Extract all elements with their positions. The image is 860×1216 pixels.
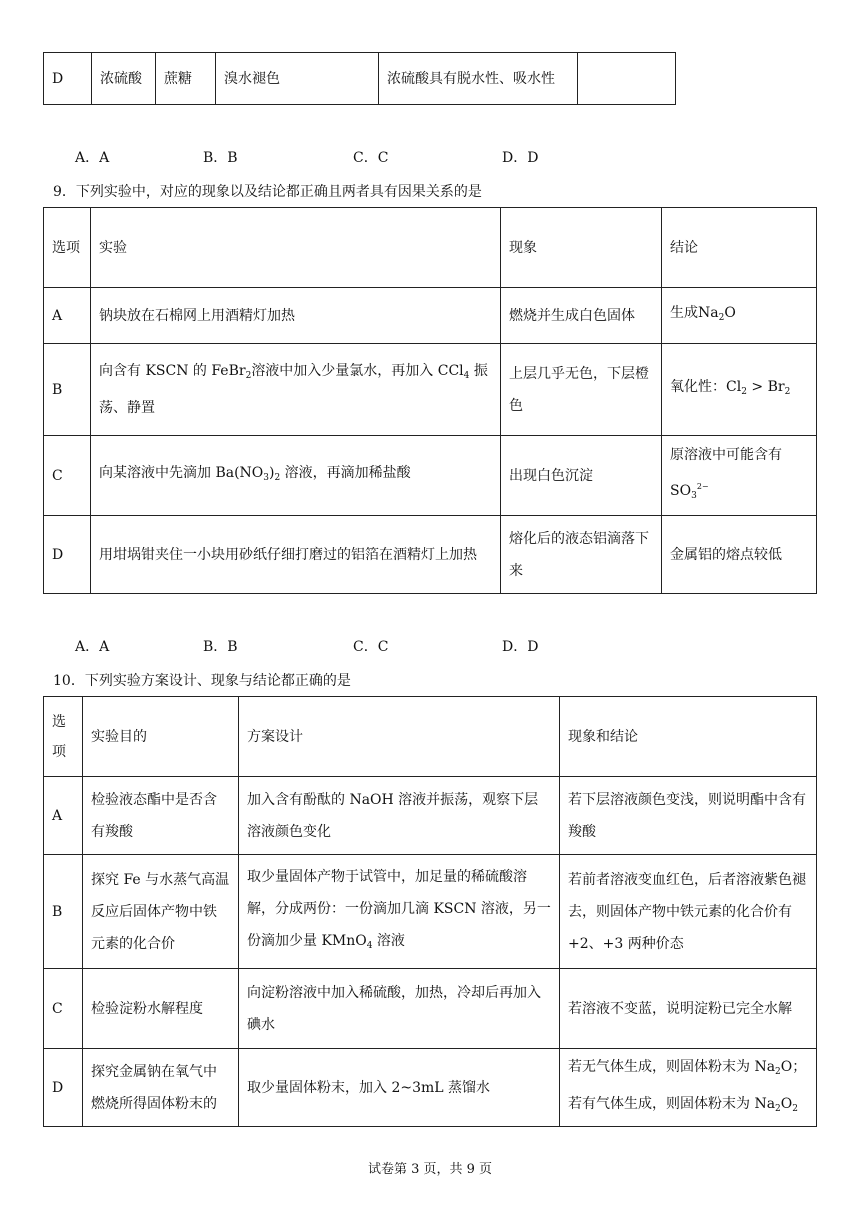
- option-cell: B: [44, 344, 91, 436]
- reagent1-cell: 浓硫酸: [92, 53, 156, 105]
- q8-option-d[interactable]: D．D: [502, 150, 539, 166]
- q10-table: [43, 696, 817, 1127]
- table-row: [44, 344, 817, 436]
- table-row: [44, 516, 817, 594]
- q8-option-b[interactable]: B．B: [203, 150, 238, 166]
- header-purpose: 实验目的: [83, 697, 239, 777]
- table-row: [44, 855, 817, 969]
- q8-table-fragment: [43, 52, 676, 105]
- option-cell: C: [44, 436, 91, 516]
- phenomenon-cell: 出现白色沉淀: [501, 436, 662, 516]
- header-option: 选项: [44, 208, 91, 288]
- result-cell: 若下层溶液颜色变浅，则说明酯中含有羧酸: [560, 777, 817, 855]
- option-cell: B: [44, 855, 83, 969]
- phenomenon-cell: 燃烧并生成白色固体: [501, 288, 662, 344]
- table-row: [44, 777, 817, 855]
- table-row: [44, 288, 817, 344]
- conclusion-cell: 氧化性：$Cl_2 > Br_2$: [662, 344, 817, 436]
- header-result: 现象和结论: [560, 697, 817, 777]
- option-cell: A: [44, 288, 91, 344]
- purpose-cell: 检验液态酯中是否含有羧酸: [83, 777, 239, 855]
- phenomenon-cell: 溴水褪色: [216, 53, 379, 105]
- experiment-cell: 向某溶液中先滴加 $Ba(NO_3)_2$ 溶液，再滴加稀盐酸: [91, 436, 501, 516]
- q8-option-a[interactable]: A．A: [75, 150, 110, 166]
- table-row: [44, 208, 817, 288]
- header-conclusion: 结论: [662, 208, 817, 288]
- q9-option-d[interactable]: D．D: [502, 639, 539, 655]
- result-cell: 若溶液不变蓝，说明淀粉已完全水解: [560, 969, 817, 1049]
- design-cell: 取少量固体粉末，加入 2~3mL 蒸馏水: [239, 1049, 560, 1127]
- q9-stem: 9．下列实验中，对应的现象以及结论都正确且两者具有因果关系的是: [53, 184, 482, 200]
- q9-option-c[interactable]: C．C: [353, 639, 389, 655]
- q9-table: [43, 207, 817, 594]
- page-footer: 试卷第 3 页，共 9 页: [367, 1162, 493, 1177]
- q8-option-c[interactable]: C．C: [353, 150, 389, 166]
- conclusion-cell: 原溶液中可能含有 $SO_3^{2-}$: [662, 436, 817, 516]
- design-cell: 加入含有酚酞的 NaOH 溶液并振荡，观察下层溶液颜色变化: [239, 777, 560, 855]
- extra-cell: [578, 53, 676, 105]
- conclusion-cell: 金属铝的熔点较低: [662, 516, 817, 594]
- purpose-cell: 检验淀粉水解程度: [83, 969, 239, 1049]
- q9-option-a[interactable]: A．A: [75, 639, 110, 655]
- experiment-cell: 钠块放在石棉网上用酒精灯加热: [91, 288, 501, 344]
- design-cell: 取少量固体产物于试管中，加足量的稀硫酸溶解，分成两份：一份滴加几滴 KSCN 溶液，另一份滴加少量 KMnO$_4$ 溶液: [239, 855, 560, 969]
- header-phenomenon: 现象: [501, 208, 662, 288]
- option-cell: D: [44, 516, 91, 594]
- result-cell: 若前者溶液变血红色，后者溶液紫色褪去，则固体产物中铁元素的化合价有+2、+3 两种价态: [560, 855, 817, 969]
- q10-stem: 10．下列实验方案设计、现象与结论都正确的是: [53, 673, 351, 689]
- q9-option-b[interactable]: B．B: [203, 639, 238, 655]
- header-option: 选项: [44, 697, 83, 777]
- table-row: [44, 969, 817, 1049]
- header-experiment: 实验: [91, 208, 501, 288]
- conclusion-cell: 浓硫酸具有脱水性、吸水性: [379, 53, 578, 105]
- experiment-cell: 用坩埚钳夹住一小块用砂纸仔细打磨过的铝箔在酒精灯上加热: [91, 516, 501, 594]
- phenomenon-cell: 上层几乎无色，下层橙色: [501, 344, 662, 436]
- table-row: [44, 1049, 817, 1127]
- reagent2-cell: 蔗糖: [156, 53, 216, 105]
- table-row: [44, 697, 817, 777]
- table-row: [44, 436, 817, 516]
- purpose-cell: 探究金属钠在氧气中燃烧所得固体粉末的: [83, 1049, 239, 1127]
- table-row: [44, 53, 676, 105]
- option-cell: D: [44, 53, 92, 105]
- result-cell: 若无气体生成，则固体粉末为 $Na_2O$； 若有气体生成，则固体粉末为 $Na_2O_2$: [560, 1049, 817, 1127]
- option-cell: D: [44, 1049, 83, 1127]
- experiment-cell: 向含有 KSCN 的 FeBr$_2$溶液中加入少量氯水，再加入 CCl$_4$ 振荡、静置: [91, 344, 501, 436]
- conclusion-cell: 生成$Na_2O$: [662, 288, 817, 344]
- option-cell: C: [44, 969, 83, 1049]
- phenomenon-cell: 熔化后的液态铝滴落下来: [501, 516, 662, 594]
- purpose-cell: 探究 Fe 与水蒸气高温反应后固体产物中铁元素的化合价: [83, 855, 239, 969]
- header-design: 方案设计: [239, 697, 560, 777]
- option-cell: A: [44, 777, 83, 855]
- design-cell: 向淀粉溶液中加入稀硫酸，加热，冷却后再加入碘水: [239, 969, 560, 1049]
